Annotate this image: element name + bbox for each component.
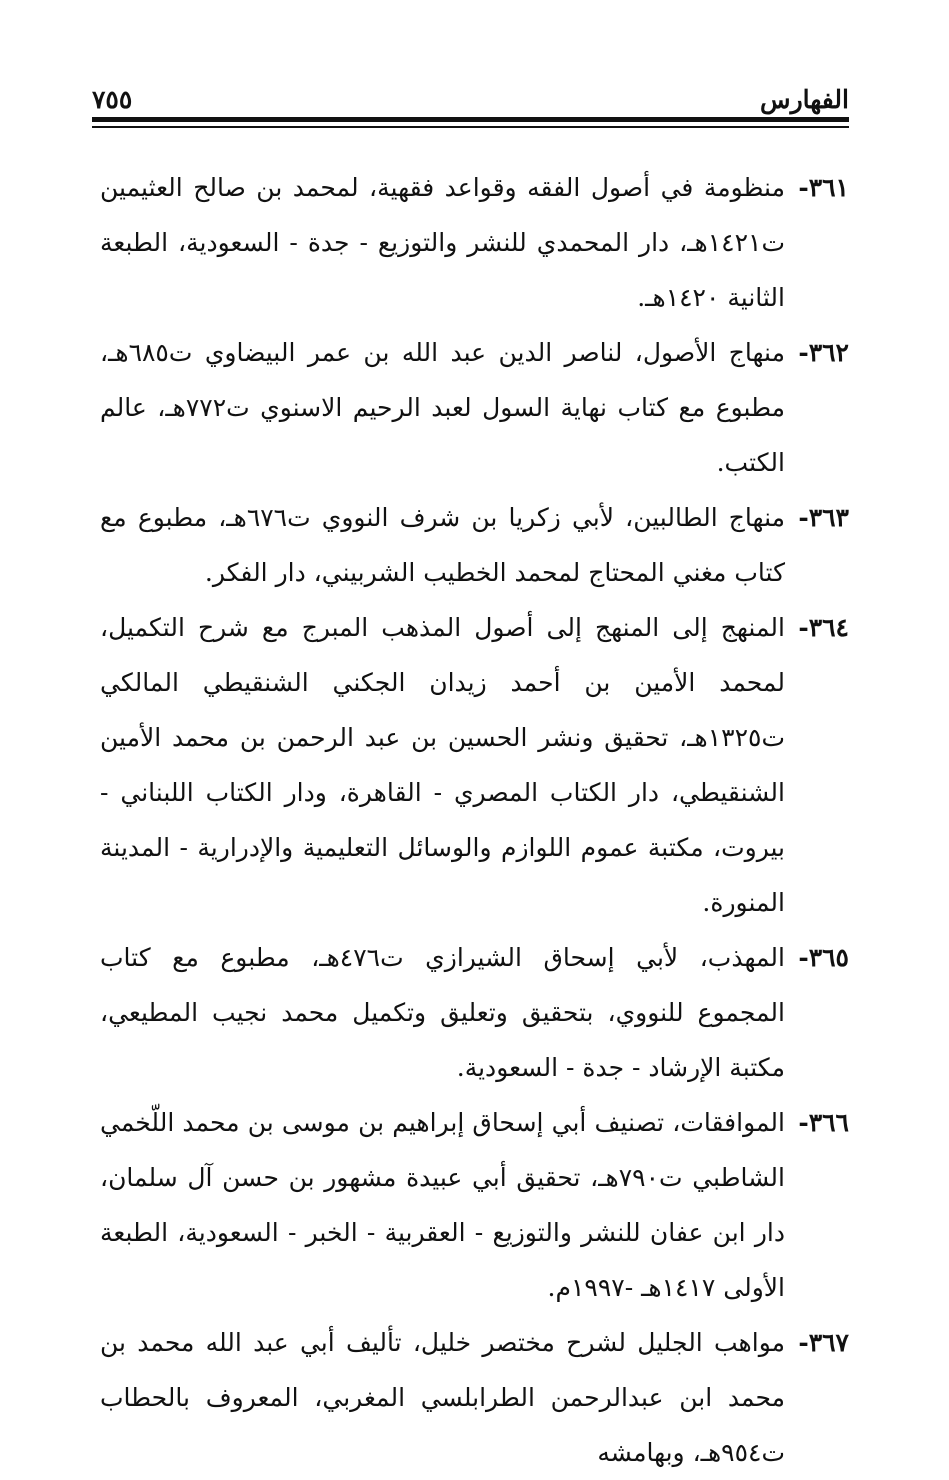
- entry-number: ٣٦٥-: [798, 943, 849, 972]
- bibliography-entry: [100, 1315, 849, 1480]
- header-rule-thick: [92, 117, 849, 122]
- bibliography-entry: [100, 160, 849, 325]
- entry-number: ٣٦٢-: [798, 338, 849, 367]
- entry-number: ٣٦٧-: [798, 1328, 849, 1357]
- entry-text: منهاج الأصول، لناصر الدين عبد الله بن عمر البيضاوي ت٦٨٥هـ، مطبوع مع كتاب نهاية السول لعبد الرحيم الاسنوي ت٧٧٢هـ، عالم الكتب.: [100, 338, 785, 477]
- page-number: ٧٥٥: [92, 85, 133, 114]
- entry-text: منظومة في أصول الفقه وقواعد فقهية، لمحمد بن صالح العثيمين ت١٤٢١هـ، دار المحمدي للنشر والتوزيع - جدة - السعودية، الطبعة الثانية ١٤٢٠هـ.: [100, 173, 785, 312]
- header-rule-thin: [92, 126, 849, 128]
- page-header: [92, 78, 849, 114]
- bibliography-entry: [100, 325, 849, 490]
- entry-number: ٣٦١-: [798, 173, 849, 202]
- entry-number: ٣٦٤-: [798, 613, 849, 642]
- entry-text: مواهب الجليل لشرح مختصر خليل، تأليف أبي عبد الله محمد بن محمد ابن عبدالرحمن الطرابلسي المغربي، المعروف بالحطاب ت٩٥٤هـ، وبهامشه: [100, 1328, 785, 1467]
- entry-number: ٣٦٣-: [798, 503, 849, 532]
- entry-text: المهذب، لأبي إسحاق الشيرازي ت٤٧٦هـ، مطبوع مع كتاب المجموع للنووي، بتحقيق وتعليق وتكميل محمد نجيب المطيعي، مكتبة الإرشاد - جدة - السعودية.: [100, 943, 785, 1082]
- entry-text: منهاج الطالبين، لأبي زكريا بن شرف النووي ت٦٧٦هـ، مطبوع مع كتاب مغني المحتاج لمحمد الخطيب الشربيني، دار الفكر.: [100, 503, 785, 587]
- running-title: الفهارس: [760, 85, 849, 114]
- entry-number: ٣٦٦-: [798, 1108, 849, 1137]
- entry-text: الموافقات، تصنيف أبي إسحاق إبراهيم بن موسى بن محمد اللّخمي الشاطبي ت٧٩٠هـ، تحقيق أبي عبيدة مشهور بن حسن آل سلمان، دار ابن عفان للنشر والتوزيع - العقربية - الخبر - السعودية، الطبعة الأولى ١٤١٧هـ -١٩٩٧م.: [100, 1108, 785, 1302]
- bibliography-entry: [100, 490, 849, 600]
- bibliography-list: [100, 160, 849, 1480]
- entry-text: المنهج إلى المنهج إلى أصول المذهب المبرج مع شرح التكميل، لمحمد الأمين بن أحمد زيدان الجكني الشنقيطي المالكي ت١٣٢٥هـ، تحقيق ونشر الحسين بن عبد الرحمن بن محمد الأمين الشنقيطي، دار الكتاب المصري - القاهرة، ودار الكتاب اللبناني - بيروت، مكتبة عموم اللوازم والوسائل التعليمية والإدرارية - المدينة المنورة.: [100, 613, 785, 917]
- bibliography-entry: [100, 1095, 849, 1315]
- bibliography-entry: [100, 600, 849, 930]
- bibliography-entry: [100, 930, 849, 1095]
